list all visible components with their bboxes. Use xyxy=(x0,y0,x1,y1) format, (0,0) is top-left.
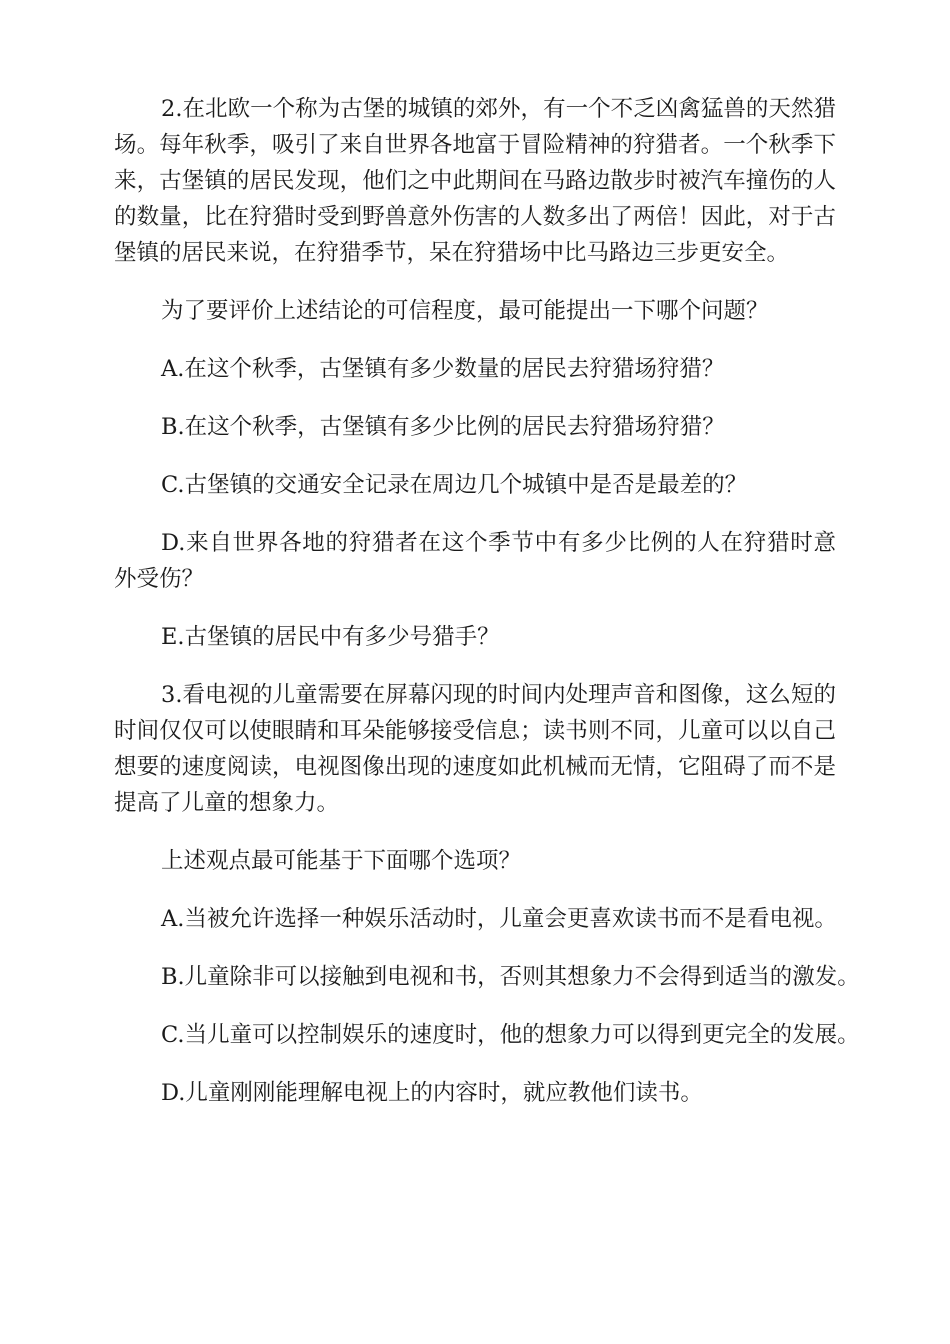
question-3-stem: 3.看电视的儿童需要在屏幕闪现的时间内处理声音和图像，这么短的时间仅仅可以使眼睛和耳朵能够接受信息；读书则不同，儿童可以以自己想要的速度阅读，电视图像出现的速度如此机械而无情，它阻碍了而不是提高了儿童的想象力。 xyxy=(114,682,836,816)
question-3-option-b: B.儿童除非可以接触到电视和书，否则其想象力不会得到适当的激发。 xyxy=(161,964,860,990)
question-2-option-e: E.古堡镇的居民中有多少号猎手？ xyxy=(161,624,500,650)
question-3-prompt: 上述观点最可能基于下面哪个选项？ xyxy=(161,848,522,874)
question-2-option-c: C.古堡镇的交通安全记录在周边几个城镇中是否是最差的？ xyxy=(161,472,748,498)
question-2-option-d: D.来自世界各地的狩猎者在这个季节中有多少比例的人在狩猎时意外受伤？ xyxy=(114,530,836,592)
question-2-option-b: B.在这个秋季，古堡镇有多少比例的居民去狩猎场狩猎？ xyxy=(161,414,725,440)
question-2-option-a: A.在这个秋季，古堡镇有多少数量的居民去狩猎场狩猎？ xyxy=(161,356,725,382)
question-3-option-a: A.当被允许选择一种娱乐活动时，儿童会更喜欢读书而不是看电视。 xyxy=(161,906,837,932)
question-3-option-d: D.儿童刚刚能理解电视上的内容时，就应教他们读书。 xyxy=(161,1080,703,1106)
document-body xyxy=(114,91,860,1133)
question-2-stem: 2.在北欧一个称为古堡的城镇的郊外，有一个不乏凶禽猛兽的天然猎场。每年秋季，吸引了来自世界各地富于冒险精神的狩猎者。一个秋季下来，古堡镇的居民发现，他们之中此期间在马路边散步时被汽车撞伤的人的数量，比在狩猎时受到野兽意外伤害的人数多出了两倍！因此，对于古堡镇的居民来说，在狩猎季节，呆在狩猎场中比马路边三步更安全。 xyxy=(114,96,836,266)
question-2-prompt: 为了要评价上述结论的可信程度，最可能提出一下哪个问题？ xyxy=(161,298,769,324)
question-3-option-c: C.当儿童可以控制娱乐的速度时，他的想象力可以得到更完全的发展。 xyxy=(161,1022,860,1048)
